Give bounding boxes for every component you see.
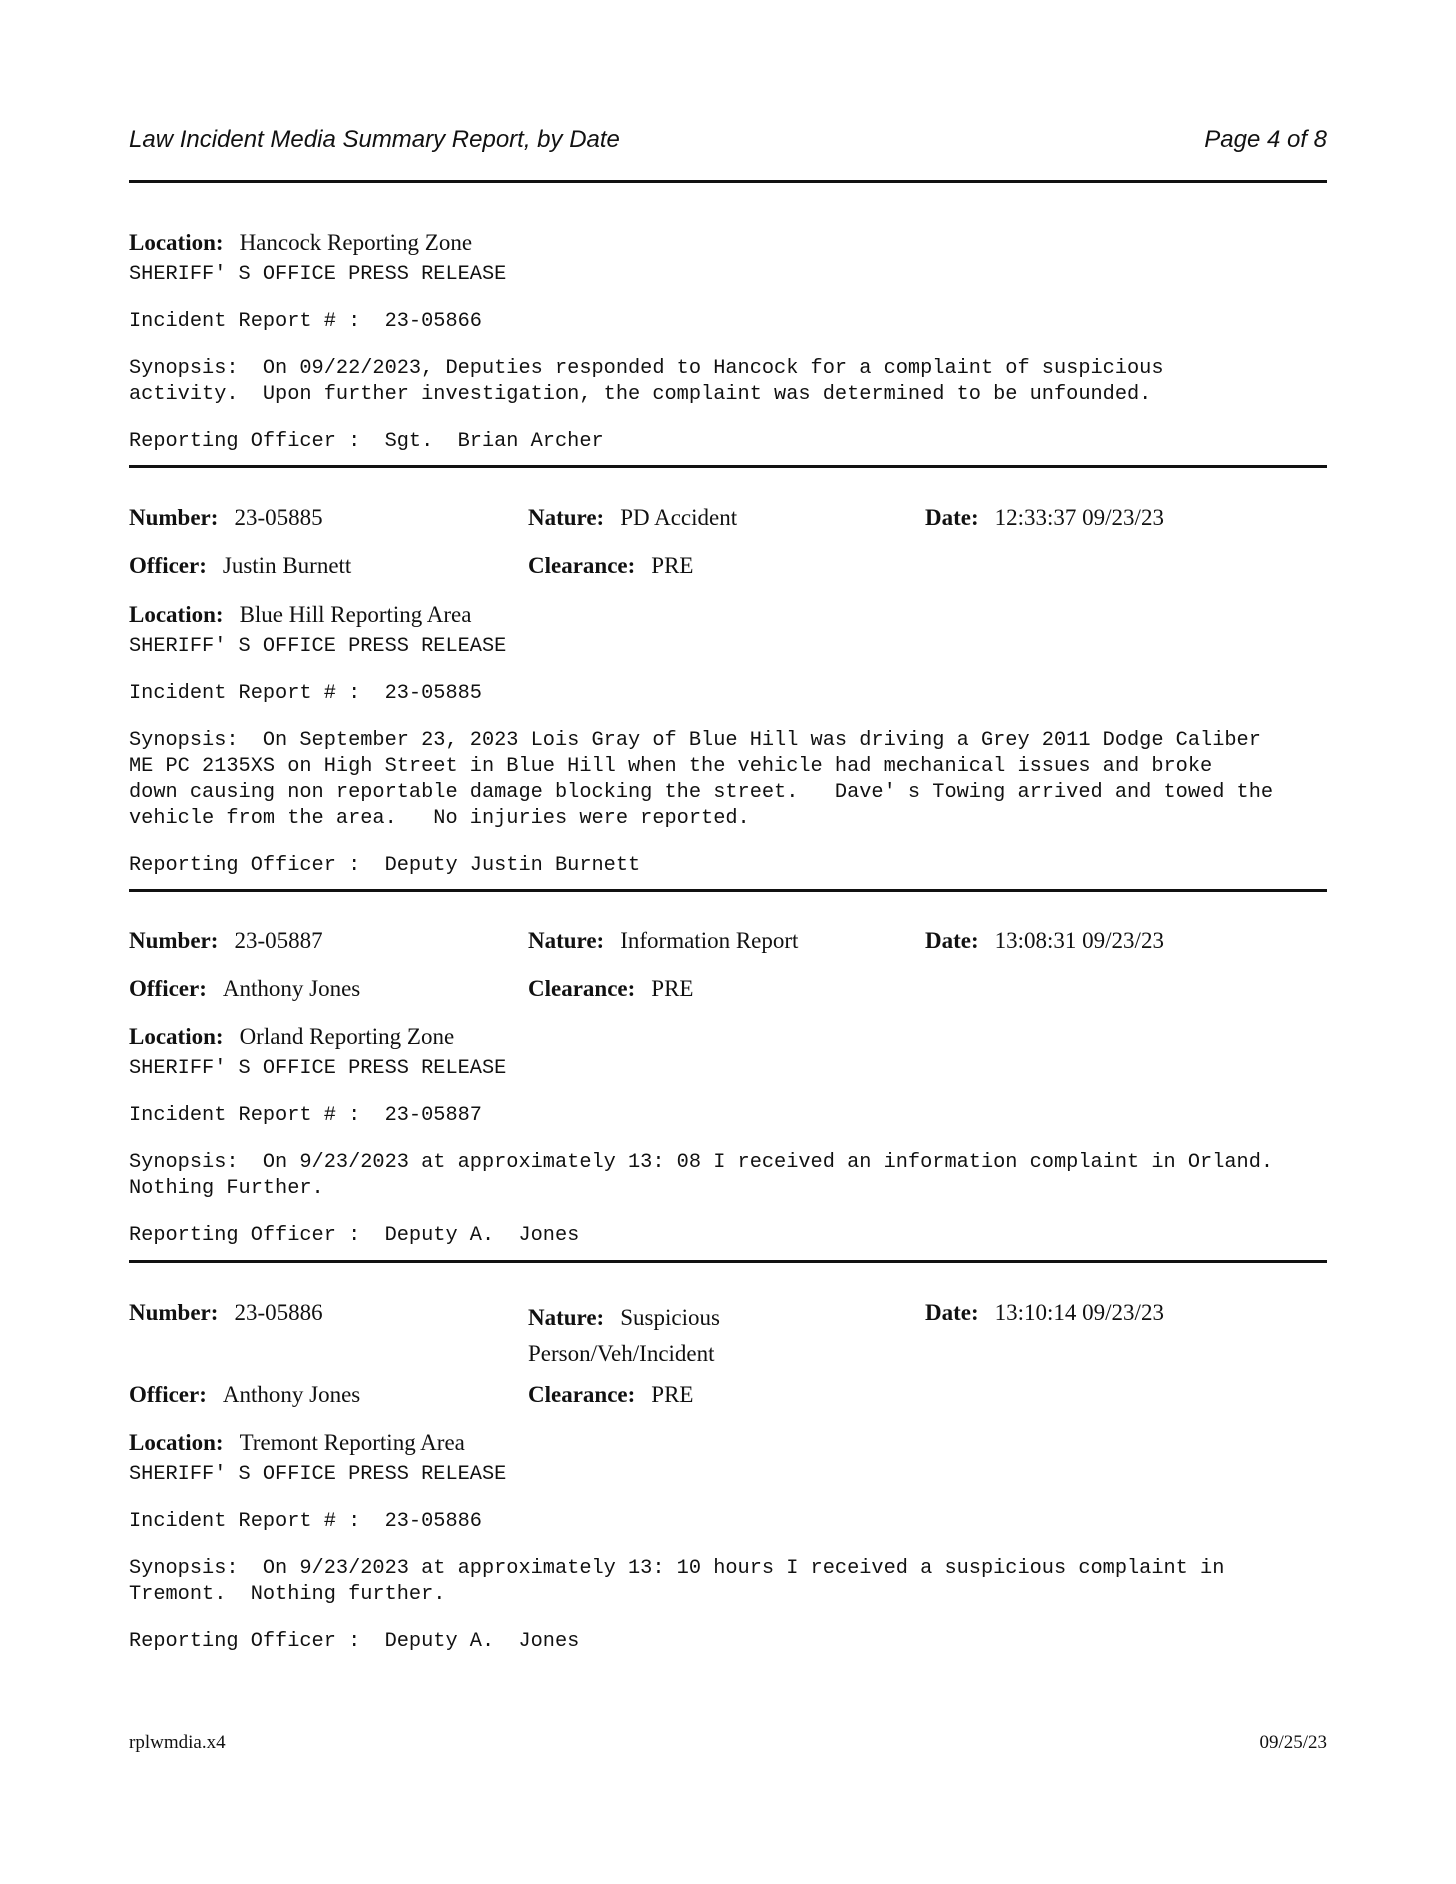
location-label: Location: — [129, 230, 224, 255]
footer-report-code: rplwmdia.x4 — [129, 1732, 226, 1753]
reporting-officer: Reporting Officer : Deputy A. Jones — [129, 1630, 580, 1653]
press-release-line: SHERIFF' S OFFICE PRESS RELEASE — [129, 1463, 507, 1486]
number-label: Number: — [129, 1300, 219, 1325]
date-label: Date: — [925, 928, 979, 953]
incident-report-number: Incident Report # : 23-05866 — [129, 310, 482, 333]
nature-value: PD Accident — [620, 505, 738, 530]
date-label: Date: — [925, 1300, 979, 1325]
date-value: 13:08:31 09/23/23 — [994, 928, 1164, 953]
nature-value-line2: Person/Veh/Incident — [528, 1341, 715, 1366]
officer-label: Officer: — [129, 553, 207, 578]
nature-value-line1: Suspicious — [620, 1305, 720, 1330]
incident-location — [129, 1430, 465, 1456]
clearance-label: Clearance: — [528, 553, 636, 578]
press-release-line: SHERIFF' S OFFICE PRESS RELEASE — [129, 1057, 507, 1080]
location-value: Hancock Reporting Zone — [239, 230, 473, 255]
incident-synopsis: Synopsis: On 9/23/2023 at approximately 13: 08 I received an information complaint in Orland. Nothing Further. — [129, 1151, 1274, 1200]
nature-label: Nature: — [528, 1305, 605, 1330]
officer-value: Justin Burnett — [222, 553, 352, 578]
incident-divider — [129, 889, 1327, 892]
date-value: 13:10:14 09/23/23 — [994, 1300, 1164, 1325]
incident-number — [129, 928, 323, 954]
incident-number — [129, 505, 323, 531]
incident-nature — [528, 1300, 908, 1372]
date-value: 12:33:37 09/23/23 — [994, 505, 1164, 530]
incident-officer — [129, 976, 360, 1002]
incident-divider — [129, 465, 1327, 468]
incident-report-number: Incident Report # : 23-05886 — [129, 1510, 482, 1533]
officer-label: Officer: — [129, 976, 207, 1001]
location-label: Location: — [129, 602, 224, 627]
date-label: Date: — [925, 505, 979, 530]
incident-synopsis: Synopsis: On 9/23/2023 at approximately 13: 10 hours I received a suspicious complaint in Tremont. Nothing further. — [129, 1557, 1225, 1606]
number-value: 23-05887 — [234, 928, 323, 953]
report-title: Law Incident Media Summary Report, by Date — [129, 126, 620, 153]
number-label: Number: — [129, 505, 219, 530]
location-value: Orland Reporting Zone — [239, 1024, 455, 1049]
number-value: 23-05885 — [234, 505, 323, 530]
incident-location — [129, 602, 471, 628]
incident-synopsis: Synopsis: On September 23, 2023 Lois Gray of Blue Hill was driving a Grey 2011 Dodge Caliber ME PC 2135XS on High Street in Blue Hill when the vehicle had mechanical issues and broke down causing non reportable damage blocking the street. Dave' s Towing arrived and towed the vehicle from the area. No injuries were reported. — [129, 729, 1274, 830]
location-value: Blue Hill Reporting Area — [239, 602, 472, 627]
header-divider — [129, 180, 1327, 183]
incident-date — [925, 1300, 1164, 1326]
incident-location — [129, 230, 472, 256]
press-release-line: SHERIFF' S OFFICE PRESS RELEASE — [129, 263, 507, 286]
clearance-value: PRE — [651, 1382, 694, 1407]
location-label: Location: — [129, 1430, 224, 1455]
incident-date — [925, 928, 1164, 954]
press-release-line: SHERIFF' S OFFICE PRESS RELEASE — [129, 635, 507, 658]
nature-label: Nature: — [528, 928, 605, 953]
officer-label: Officer: — [129, 1382, 207, 1407]
incident-nature — [528, 928, 798, 954]
incident-nature — [528, 505, 737, 531]
location-label: Location: — [129, 1024, 224, 1049]
incident-officer — [129, 1382, 360, 1408]
reporting-officer: Reporting Officer : Deputy Justin Burnett — [129, 854, 641, 877]
incident-officer — [129, 553, 351, 579]
officer-value: Anthony Jones — [222, 976, 361, 1001]
incident-report-number: Incident Report # : 23-05887 — [129, 1104, 482, 1127]
nature-label: Nature: — [528, 505, 605, 530]
incident-report-number: Incident Report # : 23-05885 — [129, 682, 482, 705]
incident-divider — [129, 1260, 1327, 1263]
nature-value: Information Report — [620, 928, 799, 953]
clearance-value: PRE — [651, 976, 694, 1001]
page-indicator: Page 4 of 8 — [1204, 126, 1327, 153]
reporting-officer: Reporting Officer : Deputy A. Jones — [129, 1224, 580, 1247]
clearance-label: Clearance: — [528, 976, 636, 1001]
clearance-value: PRE — [651, 553, 694, 578]
footer-print-date: 09/25/23 — [1259, 1732, 1327, 1753]
location-value: Tremont Reporting Area — [239, 1430, 465, 1455]
incident-number — [129, 1300, 323, 1326]
officer-value: Anthony Jones — [222, 1382, 361, 1407]
incident-clearance — [528, 976, 693, 1002]
incident-synopsis: Synopsis: On 09/22/2023, Deputies responded to Hancock for a complaint of suspicious activity. Upon further investigation, the complaint was determined to be unfounded. — [129, 357, 1164, 406]
number-label: Number: — [129, 928, 219, 953]
incident-date — [925, 505, 1164, 531]
incident-clearance — [528, 553, 693, 579]
clearance-label: Clearance: — [528, 1382, 636, 1407]
incident-location — [129, 1024, 454, 1050]
incident-clearance — [528, 1382, 693, 1408]
reporting-officer: Reporting Officer : Sgt. Brian Archer — [129, 430, 604, 453]
number-value: 23-05886 — [234, 1300, 323, 1325]
